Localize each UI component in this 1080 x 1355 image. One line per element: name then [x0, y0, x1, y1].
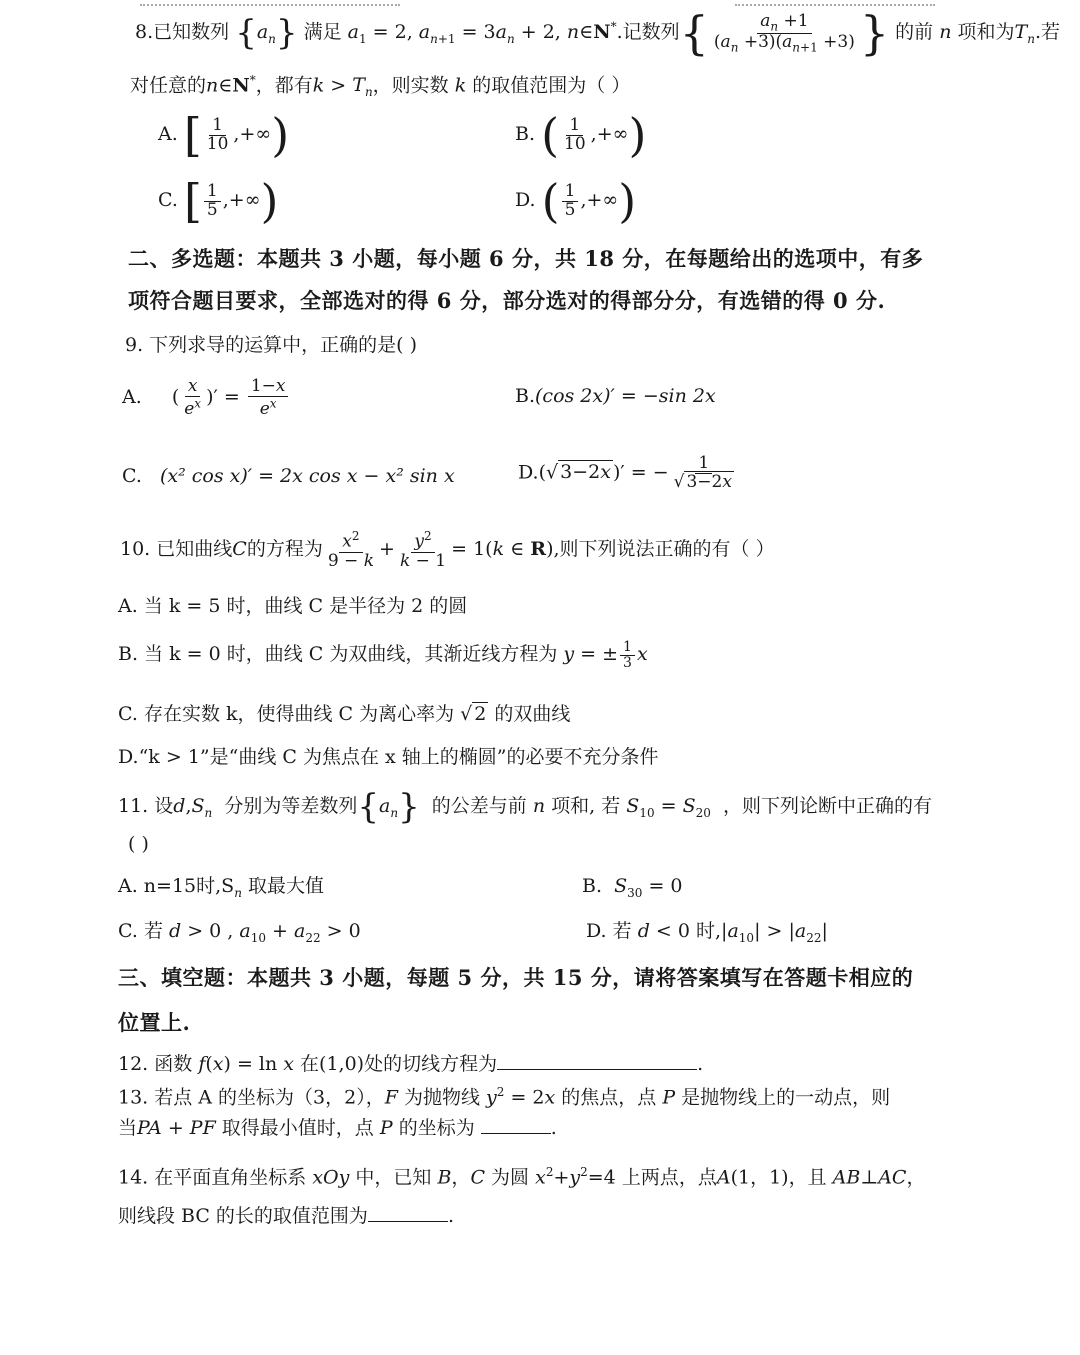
- q10-option-c: C. 存在实数 k，使得曲线 C 为离心率为 √ 2 的双曲线: [118, 703, 571, 725]
- q11-option-b: B. $S_{30} = 0$: [582, 875, 683, 900]
- q9-option-d: D.(√ 3−2x )′ = − $\frac{1}{√ 3-2x}$: [518, 453, 732, 492]
- q13-answer-blank[interactable]: [481, 1133, 551, 1134]
- q10-option-d: D.“k > 1”是“曲线 C 为焦点在 x 轴上的椭圆”的必要不充分条件: [118, 746, 659, 768]
- q8-option-b: B. ( $\frac{1}{10}$ ,+∞): [515, 108, 647, 162]
- section-2-heading-line1: 二、多选题：本题共 3 小题，每小题 6 分，共 18 分，在每题给出的选项中，有多: [128, 246, 924, 271]
- q10-option-b: B. 当 k = 0 时，曲线 C 为双曲线，其渐近线方程为 y = ± $\frac{1}{3}$ x: [118, 639, 648, 671]
- q8-option-a: A. [ $\frac{1}{10}$ ,+∞): [158, 108, 290, 162]
- q8-line1: 8.已知数列 $\{a_n\}$ 满足 $a_1 = 2$, $a_{n+1} = 3a_n + 2$, n∈N*.记数列{ $\frac{a_n +1}{(a_n +3)(a_{n+1} +3)}$ } 的前 n 项和为$T_n$.若: [135, 6, 1061, 60]
- section-2-heading-line2: 项符合题目要求，全部选对的得 6 分，部分选对的得部分分，有选错的得 0 分.: [128, 288, 886, 313]
- section-3-heading-line1: 三、填空题：本题共 3 小题，每题 5 分，共 15 分，请将答案填写在答题卡相应的: [118, 965, 914, 990]
- q9-option-b: B.(cos 2x)′ = −sin 2x: [515, 385, 716, 407]
- q11-stem: 11. 设$d,S_n$ 分别为等差数列$\{a_n\}$ 的公差与前 n 项和, 若 $S_{10} = S_{20}$ ，则下列论断中正确的有: [118, 787, 933, 827]
- q8-option-c: C. [ $\frac{1}{5}$ ,+∞): [158, 174, 279, 228]
- q14-line2: 则线段 BC 的长的取值范围为 .: [118, 1205, 454, 1227]
- q11-option-c: C. 若 d > 0 , $a_{10} + a_{22} > 0$: [118, 920, 361, 945]
- q9-stem: 9. 下列求导的运算中，正确的是( ): [125, 334, 418, 356]
- q11-option-d: D. 若 d < 0 时$,|a_{10}| > |a_{22}|$: [586, 920, 828, 945]
- section-3-heading-line2: 位置上.: [118, 1010, 191, 1035]
- q13-line1: 13. 若点 A 的坐标为（3，2），F 为抛物线 $y^2 = 2x$ 的焦点，点 P 是抛物线上的一动点，则: [118, 1085, 891, 1109]
- q11-answer-paren: ( ): [128, 833, 149, 855]
- cropped-previous-text-right: [735, 0, 935, 6]
- q12-line: 12. 函数 f(x) = ln x 在(1,0)处的切线方程为 .: [118, 1053, 704, 1075]
- cropped-previous-text: [140, 0, 400, 6]
- q8-option-d: D. ( $\frac{1}{5}$ ,+∞): [515, 174, 637, 228]
- q12-answer-blank[interactable]: [497, 1069, 697, 1070]
- q11-option-a: A. n=15时$,S_n$ 取最大值: [118, 875, 324, 900]
- q8-sequence-fraction: $\frac{a_n +1}{(a_n +3)(a_{n+1} +3)}$: [713, 10, 855, 54]
- q9-option-c: C. (x² cos x)′ = 2x cos x − x² sin x: [122, 465, 455, 487]
- q13-line2: 当PA + PF 取得最小值时，点 P 的坐标为 .: [118, 1117, 557, 1139]
- q14-answer-blank[interactable]: [368, 1221, 448, 1222]
- q10-option-a: A. 当 k = 5 时，曲线 C 是半径为 2 的圆: [118, 595, 468, 617]
- q9-option-a: A. ( $\frac{x}{e^x}$ )′ = $\frac{1-x}{e^x}$: [122, 378, 290, 418]
- q8-line2: 对任意的n∈N*，都有$k > T_n$，则实数 k 的取值范围为（ ）: [130, 73, 631, 100]
- q14-line1: 14. 在平面直角坐标系 xOy 中，已知 B，C 为圆 $x^2+y^2=4$ 上两点，点A(1，1)，且 AB⊥AC，: [118, 1165, 926, 1189]
- q10-stem: 10. 已知曲线C的方程为 $\frac{x^2}{9 - k}$ + $\frac{y^2}{k - 1}$ = 1(k ∈ R),则下列说法正确的有（ ）: [120, 529, 775, 571]
